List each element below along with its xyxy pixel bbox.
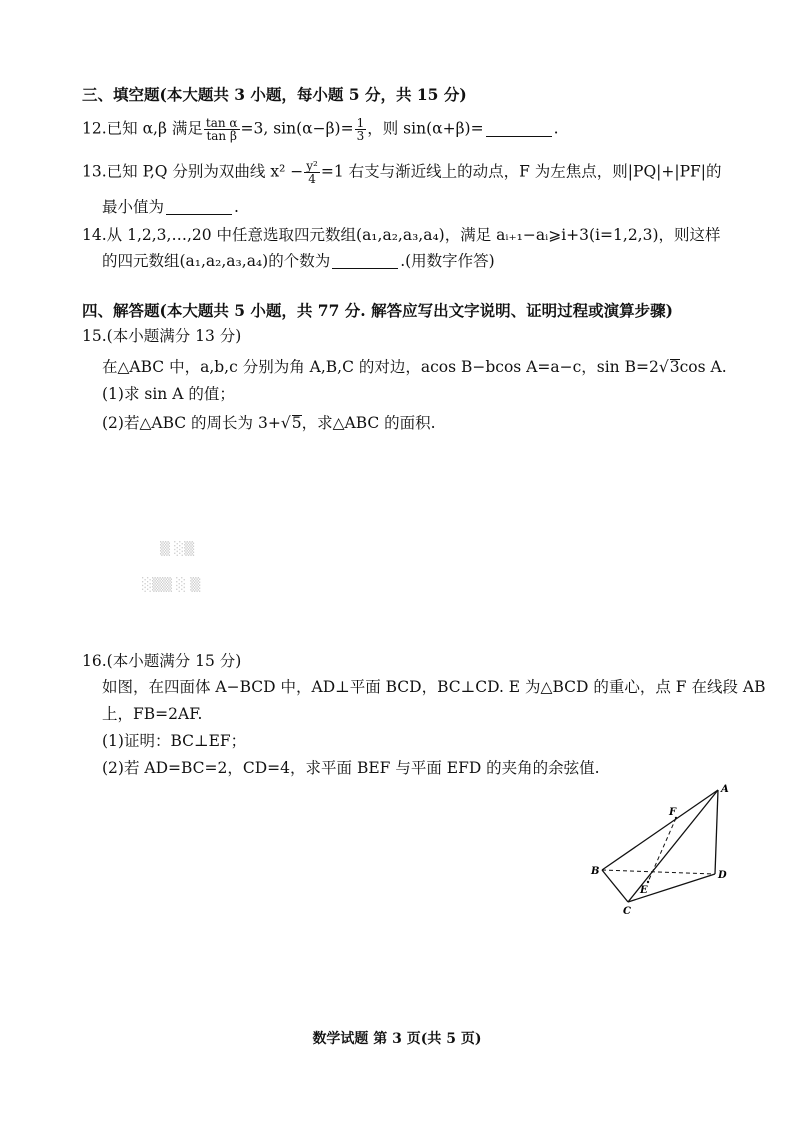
- q12-end: .: [553, 119, 559, 138]
- q16-title: 16.(本小题满分 15 分): [82, 652, 242, 670]
- edge-BD-hidden: [602, 870, 715, 874]
- q14-line2-prefix: 的四元数组(a₁,a₂,a₃,a₄)的个数为: [102, 252, 331, 270]
- q12-mid: =3, sin(α−β)=: [240, 119, 354, 138]
- q15-part2: [102, 412, 436, 434]
- q13-line1-prefix: 13.已知 P,Q 分别为双曲线 x² −: [82, 162, 304, 181]
- q12-frac-num: tan α: [205, 116, 238, 130]
- q16-stem1: 如图，在四面体 A−BCD 中，AD⊥平面 BCD，BC⊥CD. E 为△BCD 的重心，点 F 在线段 AB: [102, 678, 766, 696]
- q12-fraction-2: [355, 117, 367, 142]
- q13-fraction: [304, 160, 320, 185]
- question-13-line2: [102, 196, 239, 218]
- point-E: [647, 881, 649, 883]
- q13-line2-end: .: [234, 198, 239, 216]
- q16-part1: (1)证明：BC⊥EF；: [102, 732, 247, 750]
- page-footer: 数学试题 第 3 页(共 5 页): [312, 1031, 482, 1047]
- q15-part2-prefix: (2)若△ABC 的周长为 3+: [102, 414, 281, 432]
- q13-line1-suffix: =1 右支与渐近线上的动点，F 为左焦点，则|PQ|+|PF|的: [320, 162, 722, 181]
- sqrt-symbol: √: [658, 358, 669, 376]
- bleed-through-smudge: ▒ ░▒: [160, 542, 195, 557]
- q16-stem2: 上，FB=2AF.: [102, 705, 203, 723]
- q15-stem-prefix: 在△ABC 中，a,b,c 分别为角 A,B,C 的对边，acos B−bcos A=a−c，sin B=2: [102, 358, 659, 376]
- q12-frac-den: tan β: [206, 129, 237, 143]
- section3-heading: 三、填空题(本大题共 3 小题，每小题 5 分，共 15 分): [82, 85, 467, 104]
- question-14-line1: 14.从 1,2,3,…,20 中任意选取四元数组(a₁,a₂,a₃,a₄)，满足 aᵢ₊₁−aᵢ⩾i+3(i=1,2,3)，则这样: [82, 226, 721, 244]
- q15-stem: [102, 356, 727, 378]
- q15-title: 15.(本小题满分 13 分): [82, 327, 242, 345]
- label-E: E: [640, 885, 648, 896]
- edge-AB: [602, 790, 718, 870]
- label-A: A: [721, 784, 729, 795]
- edge-AD: [715, 790, 718, 874]
- label-D: D: [718, 870, 727, 881]
- question-14-line2: [102, 250, 495, 272]
- label-C: C: [623, 906, 631, 915]
- bleed-through-smudge-2: ░▒▒ ░ ▒: [142, 578, 201, 593]
- q12-answer-blank: [486, 120, 552, 137]
- q12-fraction: [204, 117, 240, 142]
- q15-part2-suffix: ，求△ABC 的面积.: [301, 414, 436, 432]
- sqrt-symbol: √: [280, 414, 291, 432]
- q15-part1: (1)求 sin A 的值；: [102, 385, 235, 403]
- q15-part2-sqrt: 5: [291, 414, 302, 432]
- q12-frac2-num: 1: [356, 116, 365, 130]
- q14-line2-end: .(用数字作答): [400, 252, 495, 270]
- edge-BC: [602, 870, 628, 902]
- q15-stem-suffix: cos A.: [679, 358, 727, 376]
- label-B: B: [591, 866, 600, 877]
- q15-stem-sqrt: 3: [669, 358, 680, 376]
- section4-heading: 四、解答题(本大题共 5 小题，共 77 分. 解答应写出文字说明、证明过程或演算步骤): [82, 301, 673, 320]
- q13-frac-num: y²: [306, 159, 318, 173]
- q16-part2: (2)若 AD=BC=2，CD=4，求平面 BEF 与平面 EFD 的夹角的余弦值.: [102, 759, 600, 777]
- question-13-line1: [82, 160, 721, 185]
- q13-frac-den: 4: [308, 172, 316, 186]
- q12-suffix: ，则 sin(α+β)=: [367, 119, 484, 138]
- question-12: [82, 117, 559, 142]
- q12-frac2-den: 3: [356, 129, 365, 143]
- q12-prefix: 12.已知 α,β 满足: [82, 119, 203, 138]
- segment-EF: [648, 818, 676, 882]
- label-F: F: [669, 807, 677, 818]
- q13-line2-prefix: 最小值为: [102, 198, 165, 216]
- tetrahedron-figure: [585, 780, 735, 915]
- q14-answer-blank: [332, 252, 398, 269]
- q13-answer-blank: [166, 198, 232, 215]
